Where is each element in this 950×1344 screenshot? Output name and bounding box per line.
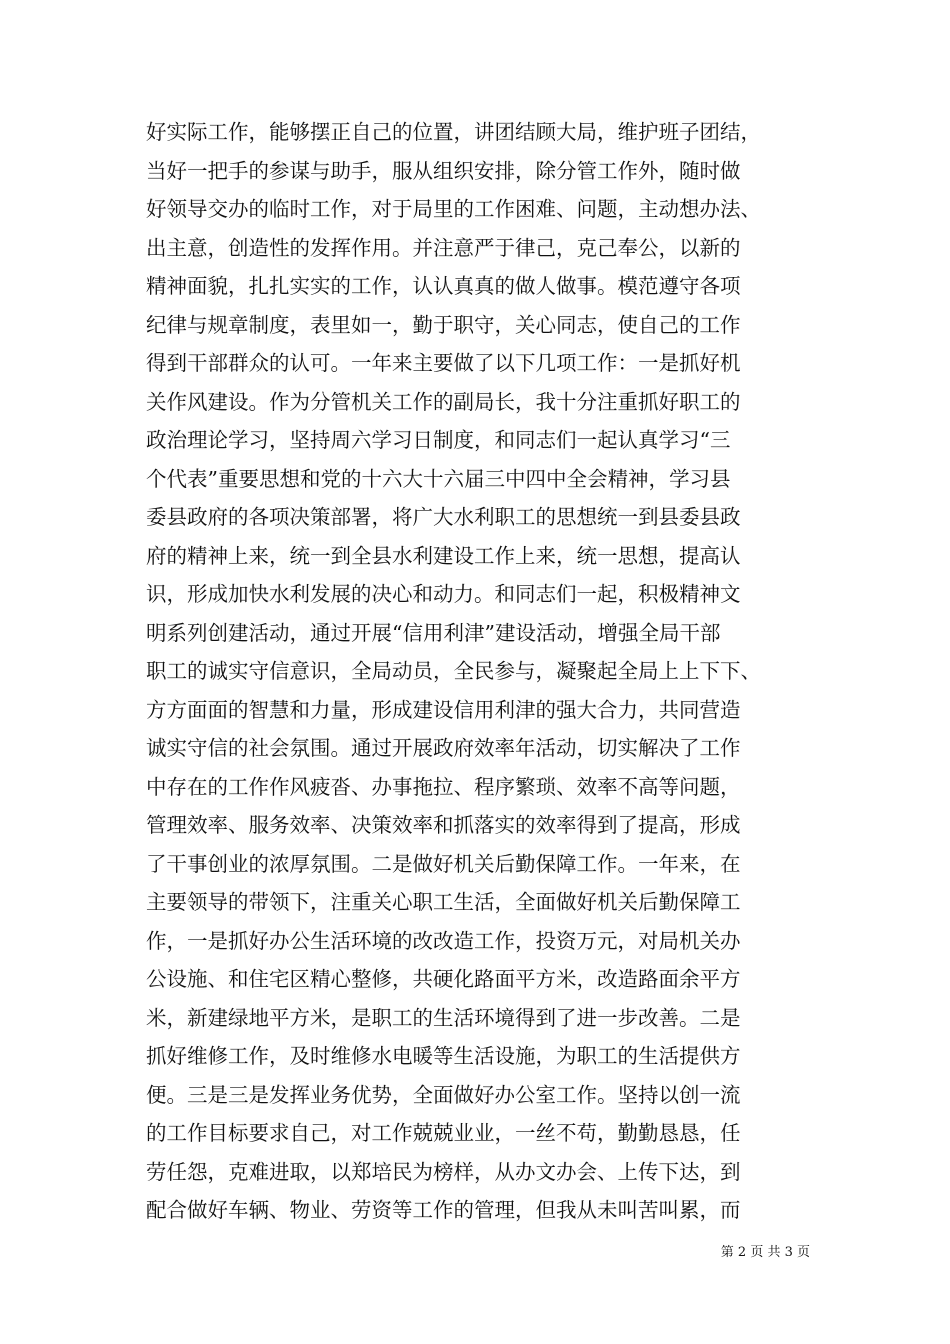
- text-line: 便。三是三是发挥业务优势，全面做好办公室工作。坚持以创一流: [146, 1082, 741, 1107]
- text-line: 识，形成加快水利发展的决心和动力。和同志们一起，积极精神文: [146, 582, 741, 606]
- text-line: 主要领导的带领下，注重关心职工生活，全面做好机关后勤保障工: [146, 890, 741, 914]
- text-line: 抓好维修工作，及时维修水电暖等生活设施，为职工的生活提供方: [146, 1044, 741, 1068]
- text-line: 管理效率、服务效率、决策效率和抓落实的效率得到了提高，形成: [146, 813, 741, 837]
- text-line: 劳任怨，克难进取，以郑培民为榜样，从办文办会、上传下达，到: [146, 1159, 741, 1184]
- text-line: 好实际工作，能够摆正自己的位置，讲团结顾大局，维护班子团结，: [146, 120, 761, 144]
- text-line: 米，新建绿地平方米，是职工的生活环境得到了进一步改善。二是: [146, 1005, 741, 1030]
- text-line: 职工的诚实守信意识，全局动员，全民参与，凝聚起全局上上下下、: [146, 659, 761, 683]
- text-line: 精神面貌，扎扎实实的工作，认认真真的做人做事。模范遵守各项: [146, 274, 741, 298]
- text-line: 公设施、和住宅区精心整修，共硬化路面平方米，改造路面余平方: [146, 967, 741, 991]
- text-line: 当好一把手的参谋与助手，服从组织安排，除分管工作外，随时做: [146, 158, 741, 183]
- body-text: [146, 113, 811, 1230]
- text-line: 中存在的工作作风疲沓、办事拖拉、程序繁琐、效率不高等问题，: [146, 774, 741, 799]
- text-line: 关作风建设。作为分管机关工作的副局长，我十分注重抓好职工的: [146, 389, 741, 414]
- text-line: 作，一是抓好办公生活环境的改改造工作，投资万元，对局机关办: [146, 928, 741, 953]
- text-line: 得到干部群众的认可。一年来主要做了以下几项工作：一是抓好机: [146, 351, 741, 375]
- text-line: 政治理论学习，坚持周六学习日制度，和同志们一起认真学习“三: [146, 428, 731, 452]
- text-line: 了干事创业的浓厚氛围。二是做好机关后勤保障工作。一年来，在: [146, 851, 741, 876]
- text-line: 个代表”重要思想和党的十六大十六届三中四中全会精神，学习县: [146, 466, 731, 491]
- text-line: 出主意，创造性的发挥作用。并注意严于律己，克己奉公，以新的: [146, 235, 741, 260]
- text-line: 的工作目标要求自己，对工作兢兢业业，一丝不苟，勤勤恳恳，任: [146, 1121, 741, 1145]
- text-line: 好领导交办的临时工作，对于局里的工作困难、问题，主动想办法、: [146, 197, 761, 221]
- text-line: 明系列创建活动，通过开展“信用利津”建设活动，增强全局干部: [146, 620, 721, 645]
- page-number: 第 2 页 共 3 页: [720, 1245, 810, 1260]
- text-line: 配合做好车辆、物业、劳资等工作的管理，但我从未叫苦叫累，而: [146, 1198, 741, 1222]
- text-line: 诚实守信的社会氛围。通过开展政府效率年活动，切实解决了工作: [146, 736, 741, 760]
- text-line: 府的精神上来，统一到全县水利建设工作上来，统一思想，提高认: [146, 543, 741, 568]
- text-line: 纪律与规章制度，表里如一，勤于职守，关心同志，使自己的工作: [146, 312, 741, 337]
- text-line: 委县政府的各项决策部署，将广大水利职工的思想统一到县委县政: [146, 505, 741, 529]
- text-line: 方方面面的智慧和力量，形成建设信用利津的强大合力，共同营造: [146, 697, 741, 722]
